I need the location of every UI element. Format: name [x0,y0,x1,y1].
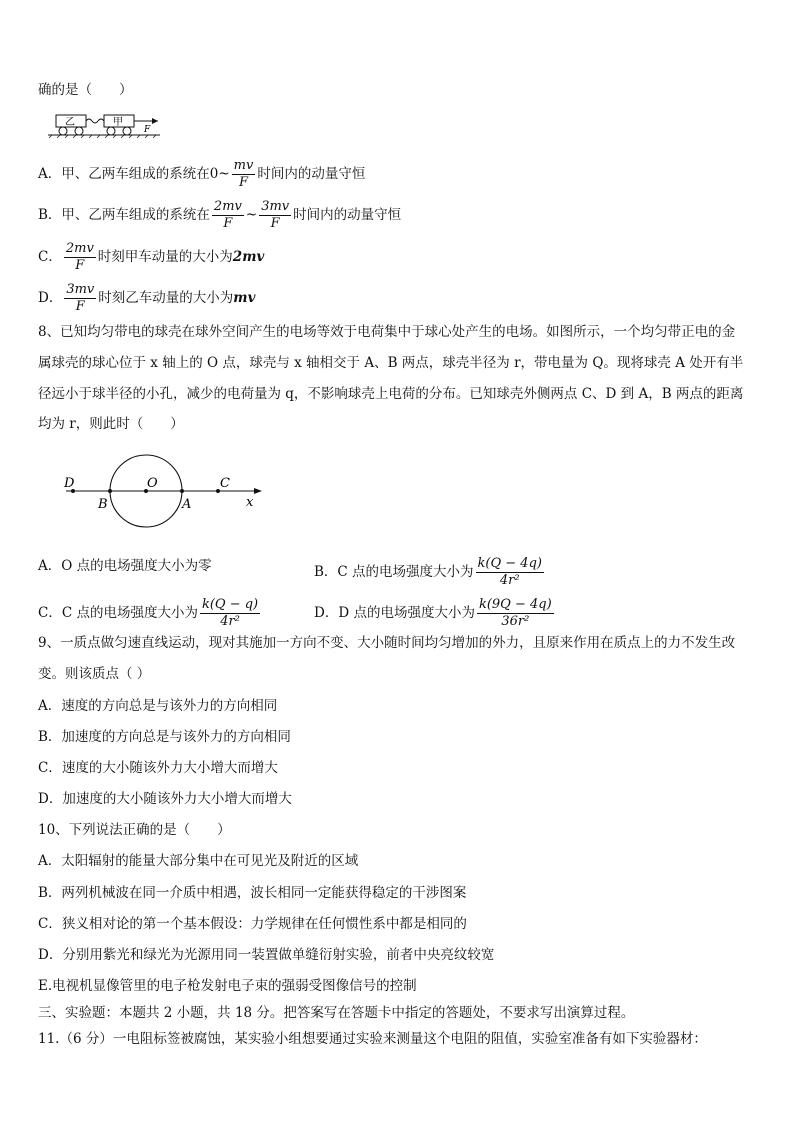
q8-option-c[interactable]: C．C 点的电场强度大小为 $\frac{k(Q - q)}{\text{4r²}}$ [38,597,259,629]
x-axis-arrowhead [254,488,262,494]
cart-yi-wheel-right [75,127,83,135]
q8-option-d[interactable]: D．D 点的电场强度大小为 $\frac{k(9Q - 4q)}{\text{36r²}}$ [314,597,552,629]
spring-connector [86,119,104,123]
q10-option-e[interactable]: E.电视机显像管里的电子枪发射电子束的强弱受图像信号的控制 [38,978,417,994]
q7-cart-figure [48,110,166,138]
q7-option-a[interactable]: A．甲、乙两车组成的系统在0~ $\frac{mv}{F}$ 时间内的动量守恒 [38,158,366,190]
fraction: $\frac{2mv}{F}$ [213,199,242,231]
q9-option-a[interactable]: A．速度的方向总是与该外力的方向相同 [38,698,278,714]
q10-option-b[interactable]: B．两列机械波在同一介质中相遇，波长相同一定能获得稳定的干涉图案 [38,885,467,901]
q8-stem-line-1: 8、已知均匀带电的球壳在球外空间产生的电场等效于电荷集中于球心处产生的电场。如图所示，一个均匀带正电的金 [38,324,736,340]
label-o: O [147,476,158,491]
fraction: $\frac{k(Q - q)}{\text{4r²}}$ [201,597,259,629]
label-a: A [182,497,192,512]
q10-option-c[interactable]: C．狭义相对论的第一个基本假设：力学规律在任何惯性系中都是相同的 [38,916,467,932]
q8-option-b[interactable]: B．C 点的电场强度大小为 $\frac{k(Q - 4q)}{\text{4r²}}$ [314,556,542,588]
cart-jia-wheel-right [123,127,131,135]
q7-stem-tail: 确的是（ ） [38,82,133,98]
label-b: B [98,497,108,512]
q8-stem-line-3: 径远小于球半径的小孔，减少的电荷量为 q，不影响球壳上电荷的分布。已知球壳外侧两点 C、D 到 A，B 两点的距离 [38,386,744,402]
q7-option-b[interactable]: B．甲、乙两车组成的系统在 $\frac{2mv}{F}$ ~ $\frac{3mv}{F}$ 时间内的动量守恒 [38,199,402,231]
label-c: C [220,476,230,491]
label-d: D [64,476,75,491]
q11-stem: 11.（6 分）一电阻标签被腐蚀，某实验小组想要通过实验来测量这个电阻的阻值，实验室准备有如下实验器材： [38,1031,707,1047]
q8-option-a[interactable]: A．O 点的电场强度大小为零 [38,558,212,574]
q7-option-c[interactable]: C． $\frac{2mv}{F}$ 时刻甲车动量的大小为2mv [38,241,265,273]
fraction: $\frac{mv}{F}$ [233,158,254,190]
point-a [180,489,184,493]
fraction: $\frac{3mv}{F}$ [261,199,290,231]
q9-option-d[interactable]: D．加速度的大小随该外力大小增大而增大 [38,791,292,807]
q8-stem-line-2: 属球壳的球心位于 x 轴上的 O 点，球壳与 x 轴相交于 A、B 两点，球壳半径为 r，带电量为 Q。现将球壳 A 处开有半 [38,355,744,371]
q8-sphere-figure [58,450,268,532]
cart-jia-label: 甲 [113,117,123,128]
force-label: F [144,125,151,135]
fraction: $\frac{2mv}{F}$ [65,241,94,273]
q9-stem-line-2: 变。则该质点（ ） [38,666,151,682]
q10-option-a[interactable]: A．太阳辐射的能量大部分集中在可见光及附近的区域 [38,853,359,869]
fraction: $\frac{3mv}{F}$ [66,282,95,314]
q10-option-d[interactable]: D．分别用紫光和绿光为光源用同一装置做单缝衍射实验，前者中央亮纹较宽 [38,947,495,963]
fraction: $\frac{k(Q - 4q)}{\text{4r²}}$ [477,556,542,588]
q7-option-d[interactable]: D． $\frac{3mv}{F}$ 时刻乙车动量的大小为mv [38,282,256,314]
q8-stem-line-4: 均为 r，则此时（ ） [38,416,184,432]
fraction: $\frac{k(9Q - 4q)}{\text{36r²}}$ [478,597,552,629]
q9-option-c[interactable]: C．速度的大小随该外力大小增大而增大 [38,760,278,776]
q10-stem: 10、下列说法正确的是（ ） [38,822,231,838]
cart-yi-wheel-left [59,127,67,135]
cart-jia-wheel-left [107,127,115,135]
force-arrowhead [152,118,158,124]
point-b [108,489,112,493]
q9-stem-line-1: 9、一质点做匀速直线运动，现对其施加一方向不变、大小随时间均匀增加的外力，且原来作用在质点上的力不发生改 [38,635,736,651]
section-3-heading: 三、实验题：本题共 2 小题，共 18 分。把答案写在答题卡中指定的答题处，不要求写出演算过程。 [38,1005,635,1021]
cart-yi-label: 乙 [65,117,75,128]
label-x: x [246,495,254,510]
q9-option-b[interactable]: B．加速度的方向总是与该外力的方向相同 [38,729,291,745]
